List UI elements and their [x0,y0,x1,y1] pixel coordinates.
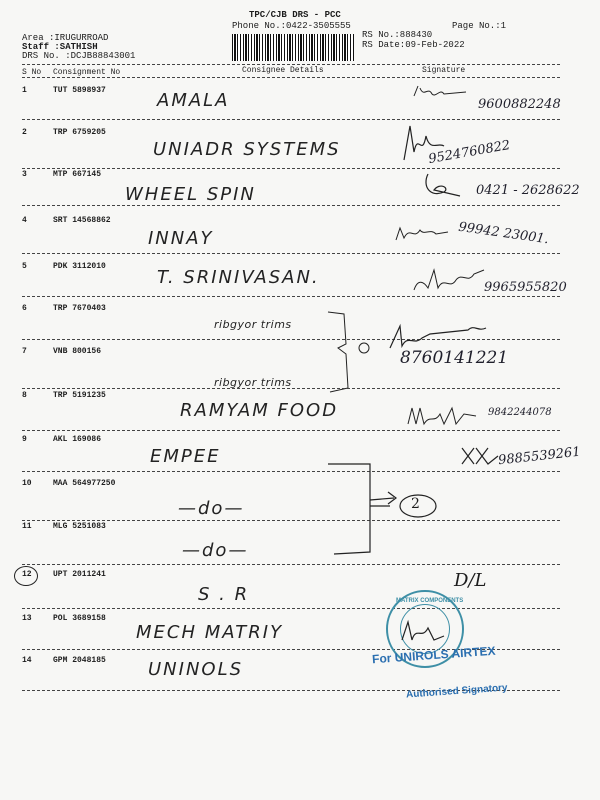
row-consignee: UNIADR SYSTEMS [153,139,341,160]
row-consignee: EMPEE [150,446,221,467]
signature-scribble [410,84,470,100]
row-sno: 10 [22,479,32,488]
stamp-company: For UNIROLS AIRTEX [371,643,496,667]
area-label: Area :IRUGURROAD [22,33,109,43]
row-phone: 9885539261 [497,444,582,469]
divider [22,430,560,431]
signature-scribble [392,222,452,244]
group-count: 2 [411,496,420,512]
row-consignment: TRP 5191235 [53,391,106,400]
divider [22,296,560,297]
divider [22,119,560,120]
row-consignment: GPM 2048185 [53,656,106,665]
row-consignee: INNAY [148,228,214,249]
page-number: Page No.:1 [452,21,507,31]
row-consignment: TRP 6759205 [53,128,106,137]
row-consignment: TUT 5898937 [53,86,106,95]
row-consignment: MTP 667145 [53,170,102,179]
divider [22,64,560,65]
row-sno: 7 [22,347,27,356]
row-consignment: AKL 169086 [53,435,102,444]
rs-number: RS No.:888430 [362,30,433,40]
row-consignment: MLG 5251083 [53,522,106,531]
row-consignee: UNINOLS [148,659,244,680]
col-consignment: Consignment No [53,68,121,77]
row-consignee: T. SRINIVASAN. [157,267,320,288]
divider [22,253,560,254]
signature-scribble [458,442,502,470]
bracket-and-signature [318,308,518,398]
row-phone: 8760141221 [400,348,509,368]
staff-label: Staff :SATHISH [22,42,98,52]
divider [22,608,560,609]
row-sno: 8 [22,391,27,400]
row-sno: 5 [22,262,27,271]
divider [22,520,560,521]
row-sno: 2 [22,128,27,137]
row-consignment: VNB 800156 [53,347,102,356]
row-consignee: —do— [182,540,249,561]
row-consignee: —do— [178,498,245,519]
divider [22,77,560,78]
row-phone: 9524760822 [427,137,512,168]
row-consignee: WHEEL SPIN [125,184,256,205]
row-sno: 14 [22,656,32,665]
row-consignee: AMALA [157,90,230,111]
row-sno: 13 [22,614,32,623]
row-consignment: UPT 2011241 [53,570,106,579]
row-consignee: RAMYAM FOOD [180,400,339,421]
row-consignment: SRT 14568862 [53,216,111,225]
row-consignment: POL 3689158 [53,614,106,623]
divider [22,564,560,565]
divider [22,205,560,206]
signature-scribble [408,260,488,294]
row-phone: 0421 - 2628622 [476,183,580,198]
rs-date: RS Date:09-Feb-2022 [362,40,465,50]
divider [22,168,560,169]
barcode [232,34,354,61]
row-sno: 3 [22,170,27,179]
drs-number: DRS No. :DCJB88843001 [22,51,136,61]
row-consignment: TRP 7670403 [53,304,106,313]
seal-signature [398,616,448,646]
delivery-mark: D/L [454,570,487,591]
row-sno: 9 [22,435,27,444]
row-sno: 12 [22,570,32,579]
seal-text: MATRIX COMPONENTS [396,598,464,604]
stamp-authorised: Authorised Signatory [405,682,508,701]
row-consignee: ribgyor trims [214,376,292,389]
row-consignee: ribgyor trims [214,318,292,331]
row-consignee: MECH MATRIY [136,622,284,643]
row-phone: 9600882248 [478,97,561,112]
col-sno: S No [22,68,42,77]
row-sno: 1 [22,86,27,95]
row-consignment: PDK 3112010 [53,262,106,271]
row-sno: 11 [22,522,32,531]
col-signature: Signature [422,66,466,75]
signature-scribble [404,404,480,428]
signature-scribble [398,122,448,164]
row-phone: 9965955820 [484,280,567,295]
row-sno: 6 [22,304,27,313]
group-bracket [300,460,460,560]
row-sno: 4 [22,216,27,225]
row-consignee: S . R [198,584,250,605]
row-phone: 99942 23001. [457,219,550,248]
signature-scribble [420,170,466,202]
col-consignee: Consignee Details [242,66,324,75]
divider [22,388,560,389]
row-consignment: MAA 564977250 [53,479,116,488]
report-title: TPC/CJB DRS - PCC [249,10,341,20]
divider [22,471,560,472]
phone-number: Phone No.:0422-3505555 [232,21,351,31]
row-phone: 9842244078 [488,407,552,418]
